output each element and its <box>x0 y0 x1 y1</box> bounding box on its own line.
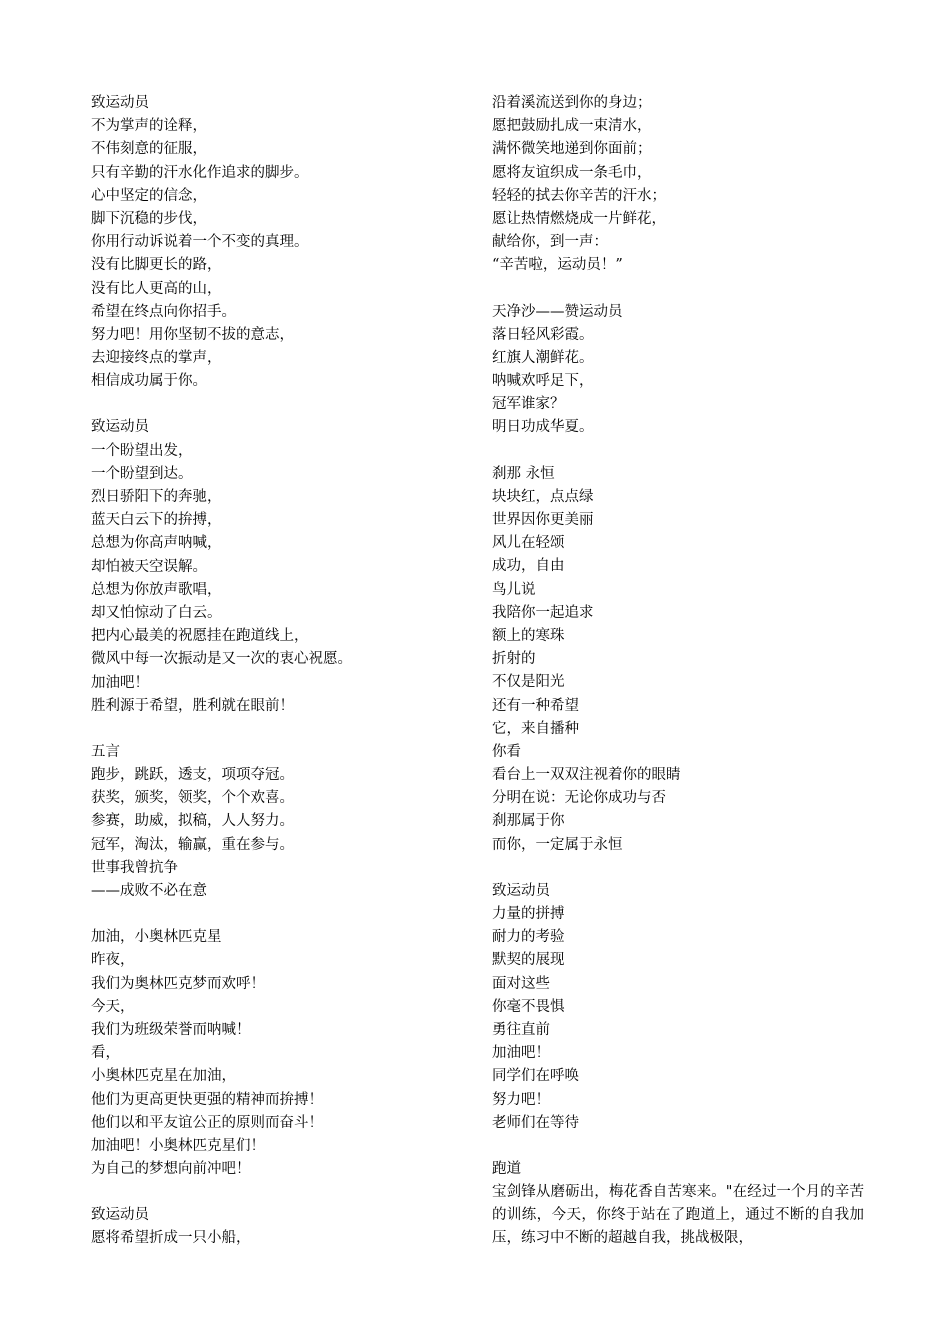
poem-line: 愿让热情燃烧成一片鲜花， <box>492 210 666 227</box>
poem-title: 致运动员 <box>91 1207 149 1224</box>
left-poem-2 <box>91 741 431 903</box>
poem-line: 看台上一双双注视着你的眼睛 <box>492 767 681 784</box>
poem-line: 风儿在轻颂 <box>492 535 565 552</box>
poem-line: 一个盼望到达。 <box>91 465 193 482</box>
poem-line: 分明在说：无论你成功与否 <box>492 790 666 807</box>
poem-line: 昨夜， <box>91 952 135 969</box>
poem-line: 红旗人潮鲜花。 <box>492 349 594 366</box>
right-poem-2 <box>492 463 864 857</box>
poem-line: 他们以和平友谊公正的原则而奋斗！ <box>91 1114 323 1131</box>
poem-line: 成功，自由 <box>492 558 565 575</box>
poem-line: 它，来自播种 <box>492 720 579 737</box>
poem-line: 相信成功属于你。 <box>91 373 207 390</box>
poem-line: 加油吧！ <box>91 674 149 691</box>
poem-line: 不伟刻意的征服， <box>91 141 207 158</box>
poem-line: 面对这些 <box>492 975 550 992</box>
poem-title: 致运动员 <box>91 95 149 111</box>
poem-line: 勇往直前 <box>492 1021 550 1038</box>
poem-title: 刹那 永恒 <box>492 465 555 482</box>
poem-line: ——成败不必在意 <box>91 883 207 899</box>
poem-title: 致运动员 <box>91 419 149 436</box>
poem-line: 却又怕惊动了白云。 <box>91 604 222 621</box>
poem-line: 力量的拼搏 <box>492 906 565 922</box>
poem-line: 加油吧！ <box>492 1045 550 1062</box>
poem-line: 献给你，到一声： <box>492 234 608 251</box>
poem-line: 我们为班级荣誉而呐喊！ <box>91 1021 251 1038</box>
right-poem-1 <box>492 301 864 440</box>
poem-line: 愿将希望折成一只小船， <box>91 1230 251 1247</box>
poem-line: 总想为你高声呐喊， <box>91 535 222 552</box>
poem-line: 小奥林匹克星在加油， <box>91 1068 236 1085</box>
poem-line: 呐喊欢呼足下， <box>492 373 594 390</box>
poem-line: 块块红，点点绿 <box>492 488 594 505</box>
poem-line: 而你，一定属于永恒 <box>492 836 623 853</box>
left-poem-4 <box>91 1204 431 1250</box>
poem-line: 看， <box>91 1045 120 1062</box>
poem-line: 世界因你更美丽 <box>492 512 594 528</box>
poem-line: 微风中每一次振动是又一次的衷心祝愿。 <box>91 651 352 668</box>
poem-line: 愿将友谊织成一条毛巾， <box>492 164 652 181</box>
poem-line: 我们为奥林匹克梦而欢呼！ <box>91 975 265 992</box>
poem-title: 跑道 <box>492 1160 521 1177</box>
poem-line: 折射的 <box>492 651 536 668</box>
poem-line: 总想为你放声歌唱， <box>91 581 222 598</box>
poem-line: 胜利源于希望，胜利就在眼前！ <box>91 697 294 714</box>
left-poem-0 <box>91 92 431 393</box>
poem-line: 不仅是阳光 <box>492 674 565 691</box>
poem-line: 明日功成华夏。 <box>492 419 594 436</box>
poem-line: 努力吧！ <box>492 1091 550 1108</box>
poem-line: 蓝天白云下的拚搏， <box>91 512 222 529</box>
poem-line: 默契的展现 <box>492 952 565 969</box>
poem-line: 今天， <box>91 998 135 1015</box>
poem-line: 轻轻的拭去你辛苦的汗水； <box>492 187 666 204</box>
poem-title: 天净沙——赞运动员 <box>492 303 623 320</box>
poem-line: 额上的寒珠 <box>492 627 565 644</box>
right-poem-4 <box>492 1158 864 1251</box>
poem-line: 跑步，跳跃，透支，项项夺冠。 <box>91 767 294 784</box>
poem-line: 把内心最美的祝愿挂在跑道线上， <box>91 628 309 645</box>
prose-paragraph: 宝剑锋从磨砺出，梅花香自苦寒来。"在经过一个月的辛苦的训练，今天，你终于站在了跑道上，通过不断的自我加压，练习中不断的超越自我，挑战极限， <box>492 1184 864 1247</box>
poem-line: 愿把鼓励扎成一束清水， <box>492 118 652 135</box>
right-poem-3 <box>492 880 864 1135</box>
poem-line: 努力吧！用你坚韧不拔的意志， <box>91 326 294 343</box>
left-poem-1 <box>91 416 431 717</box>
poem-line: 世事我曾抗争 <box>91 859 178 876</box>
poem-line: 加油吧！小奥林匹克星们！ <box>91 1137 265 1154</box>
poem-line: 获奖，颁奖，领奖，个个欢喜。 <box>91 790 294 807</box>
poem-title: 五言 <box>91 743 120 760</box>
poem-line: 冠军谁家？ <box>492 396 565 413</box>
poem-line: 没有比人更高的山， <box>91 280 222 297</box>
right-poem-0 <box>492 92 864 278</box>
poem-title: 沿着溪流送到你的身边； <box>492 95 652 111</box>
poem-line: 你看 <box>492 743 521 760</box>
poem-line: 烈日骄阳下的奔驰， <box>91 489 222 505</box>
poem-title: 致运动员 <box>492 882 550 899</box>
poem-line: 希望在终点向你招手。 <box>91 303 236 320</box>
right-column <box>492 92 864 1274</box>
poem-line: 他们为更高更快更强的精神而拚搏！ <box>91 1091 323 1108</box>
poem-line: 老师们在等待 <box>492 1114 579 1131</box>
poem-line: 同学们在呼唤 <box>492 1068 579 1085</box>
poem-line: 耐力的考验 <box>492 929 565 946</box>
poem-line: 心中坚定的信念， <box>91 187 207 204</box>
poem-line: 只有辛勤的汗水化作追求的脚步。 <box>91 164 309 181</box>
poem-line: 却怕被天空误解。 <box>91 558 207 575</box>
poem-title: 加油，小奥林匹克星 <box>91 929 222 946</box>
poem-line: 你毫不畏惧 <box>492 998 565 1015</box>
left-poem-3 <box>91 926 431 1181</box>
poem-line: 还有一种希望 <box>492 697 579 714</box>
poem-line: 刹那属于你 <box>492 813 565 830</box>
poem-line: 参赛，助威，拟稿，人人努力。 <box>91 813 294 830</box>
poem-line: 没有比脚更长的路， <box>91 257 222 274</box>
poem-line: 脚下沉稳的步伐， <box>91 210 207 227</box>
poem-line: 鸟儿说 <box>492 581 536 598</box>
poem-line: 冠军，淘汰，输赢，重在参与。 <box>91 836 294 853</box>
poem-line: 落日轻风彩霞。 <box>492 326 594 343</box>
poem-line: “辛苦啦，运动员！” <box>492 257 623 274</box>
poem-line: 我陪你一起追求 <box>492 604 594 621</box>
poem-line: 一个盼望出发， <box>91 442 193 459</box>
poem-line: 不为掌声的诠释， <box>91 118 207 135</box>
poem-line: 你用行动诉说着一个不变的真理。 <box>91 234 309 251</box>
poem-line: 为自己的梦想向前冲吧！ <box>91 1161 251 1178</box>
left-column <box>91 92 431 1274</box>
poem-line: 满怀微笑地递到你面前； <box>492 141 652 158</box>
poem-line: 去迎接终点的掌声， <box>91 350 222 367</box>
